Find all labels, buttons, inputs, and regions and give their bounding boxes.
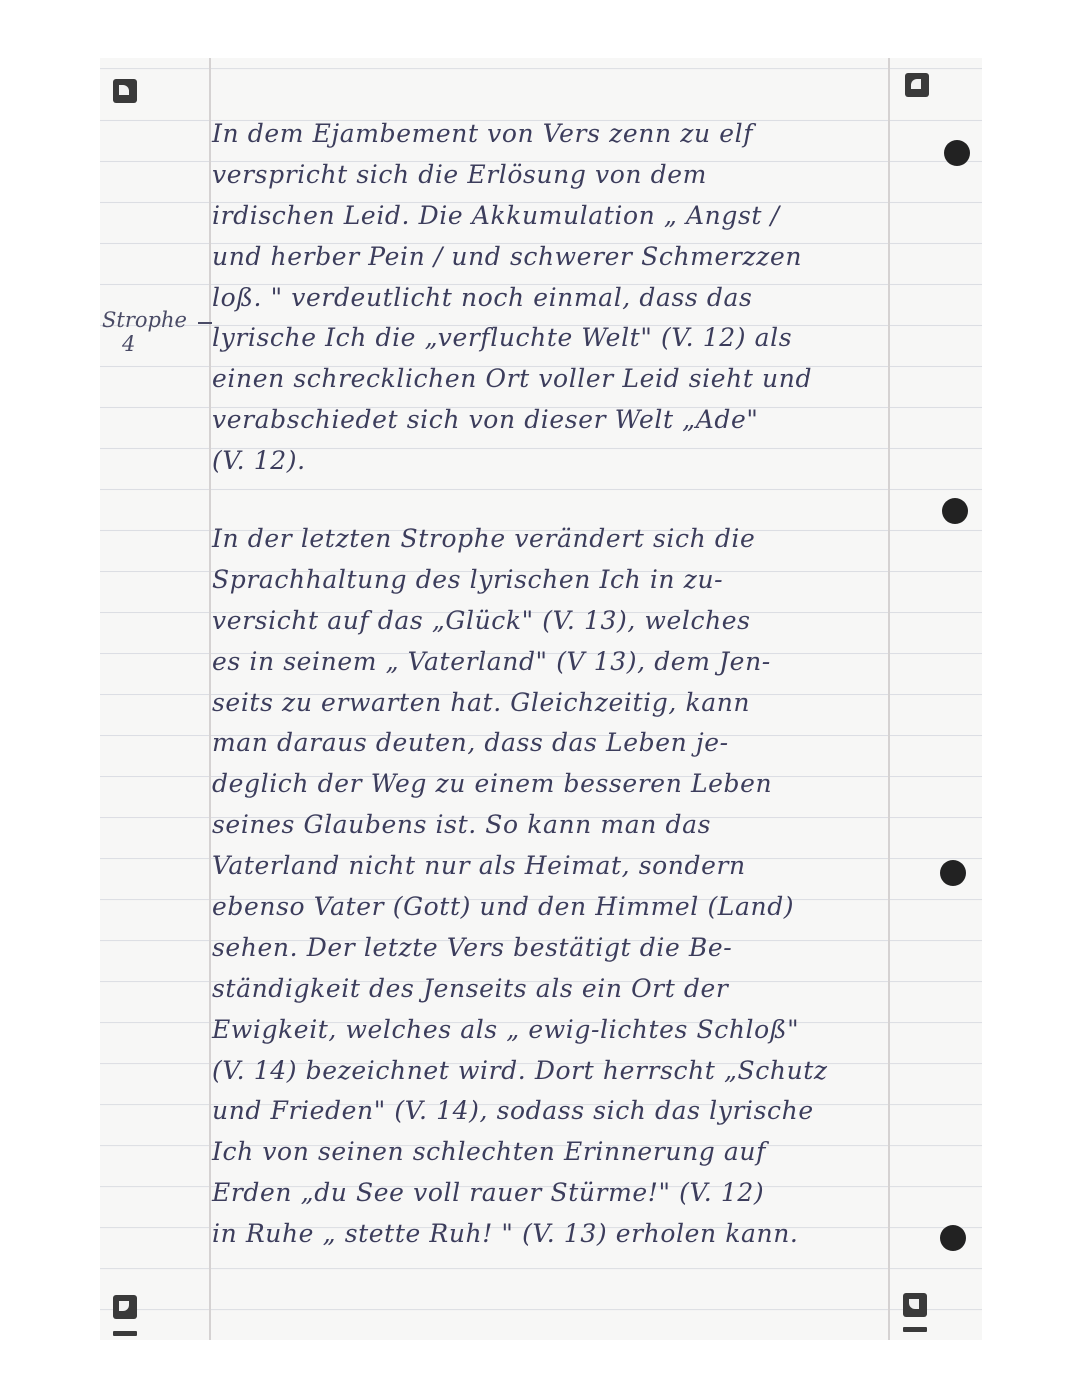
text-line: irdischen Leid. Die Akkumulation „ Angst / [212, 200, 780, 230]
text-line: einen schrecklichen Ort voller Leid sieht und [212, 364, 813, 394]
text-line: (V. 14) bezeichnet wird. Dort herrscht „Schutz [212, 1055, 828, 1085]
text-line: verspricht sich die Erlösung von dem [212, 159, 707, 189]
text-line: es in seinem „ Vaterland" (V 13), dem Jen- [212, 646, 771, 676]
punch-hole-icon [944, 140, 970, 166]
text-line: In der letzten Strophe verändert sich die [212, 524, 756, 553]
marker-tick-bottom-right-icon [903, 1327, 927, 1332]
text-line: In dem Ejambement von Vers zenn zu elf [212, 119, 754, 148]
text-line: verabschiedet sich von dieser Welt „Ade" [212, 405, 759, 435]
text-line: lyrische Ich die „verfluchte Welt" (V. 12) als [212, 323, 793, 353]
text-line: deglich der Weg zu einem besseren Leben [212, 769, 773, 799]
text-line: Erden „du See voll rauer Stürme!" (V. 12) [212, 1178, 765, 1208]
margin-note-strophe [102, 308, 208, 356]
text-line: seines Glaubens ist. So kann man das [212, 810, 712, 840]
text-line: man daraus deuten, dass das Leben je- [212, 728, 729, 758]
text-line: in Ruhe „ stette Ruh! " (V. 13) erholen kann. [212, 1219, 799, 1249]
left-margin-line [209, 58, 211, 1340]
corner-marker-top-right-icon [905, 73, 929, 97]
corner-marker-top-left-icon [113, 79, 137, 103]
text-line: ständigkeit des Jenseits als ein Ort der [212, 973, 729, 1003]
punch-hole-icon [942, 498, 968, 524]
text-line: (V. 12). [212, 446, 306, 476]
paragraph-2 [212, 519, 884, 1255]
paragraph-1 [212, 114, 884, 482]
text-line: und herber Pein / und schwerer Schmerzzen [212, 241, 803, 271]
text-line: seits zu erwarten hat. Gleichzeitig, kann [212, 687, 751, 717]
text-line: loß. " verdeutlicht noch einmal, dass das [212, 282, 753, 312]
corner-marker-bottom-left-icon [113, 1295, 137, 1319]
right-margin-line [888, 58, 890, 1340]
margin-note-dash [198, 322, 212, 324]
text-line: ebenso Vater (Gott) und den Himmel (Land) [212, 892, 795, 922]
corner-marker-bottom-right-icon [903, 1293, 927, 1317]
punch-hole-icon [940, 1225, 966, 1251]
text-line: Ewigkeit, welches als „ ewig-lichtes Schloß" [212, 1014, 800, 1044]
text-line: Ich von seinen schlechten Erinnerung auf [212, 1137, 766, 1167]
punch-hole-icon [940, 860, 966, 886]
text-line: und Frieden" (V. 14), sodass sich das lyrische [212, 1096, 814, 1126]
marker-tick-bottom-left-icon [113, 1331, 137, 1336]
text-line: sehen. Der letzte Vers bestätigt die Be- [212, 932, 733, 962]
text-line: Sprachhaltung des lyrischen Ich in zu- [212, 564, 724, 594]
margin-note-label: Strophe [102, 308, 187, 332]
text-line: Vaterland nicht nur als Heimat, sondern [212, 851, 746, 881]
margin-note-number: 4 [122, 332, 136, 356]
text-line: versicht auf das „Glück" (V. 13), welches [212, 605, 751, 635]
